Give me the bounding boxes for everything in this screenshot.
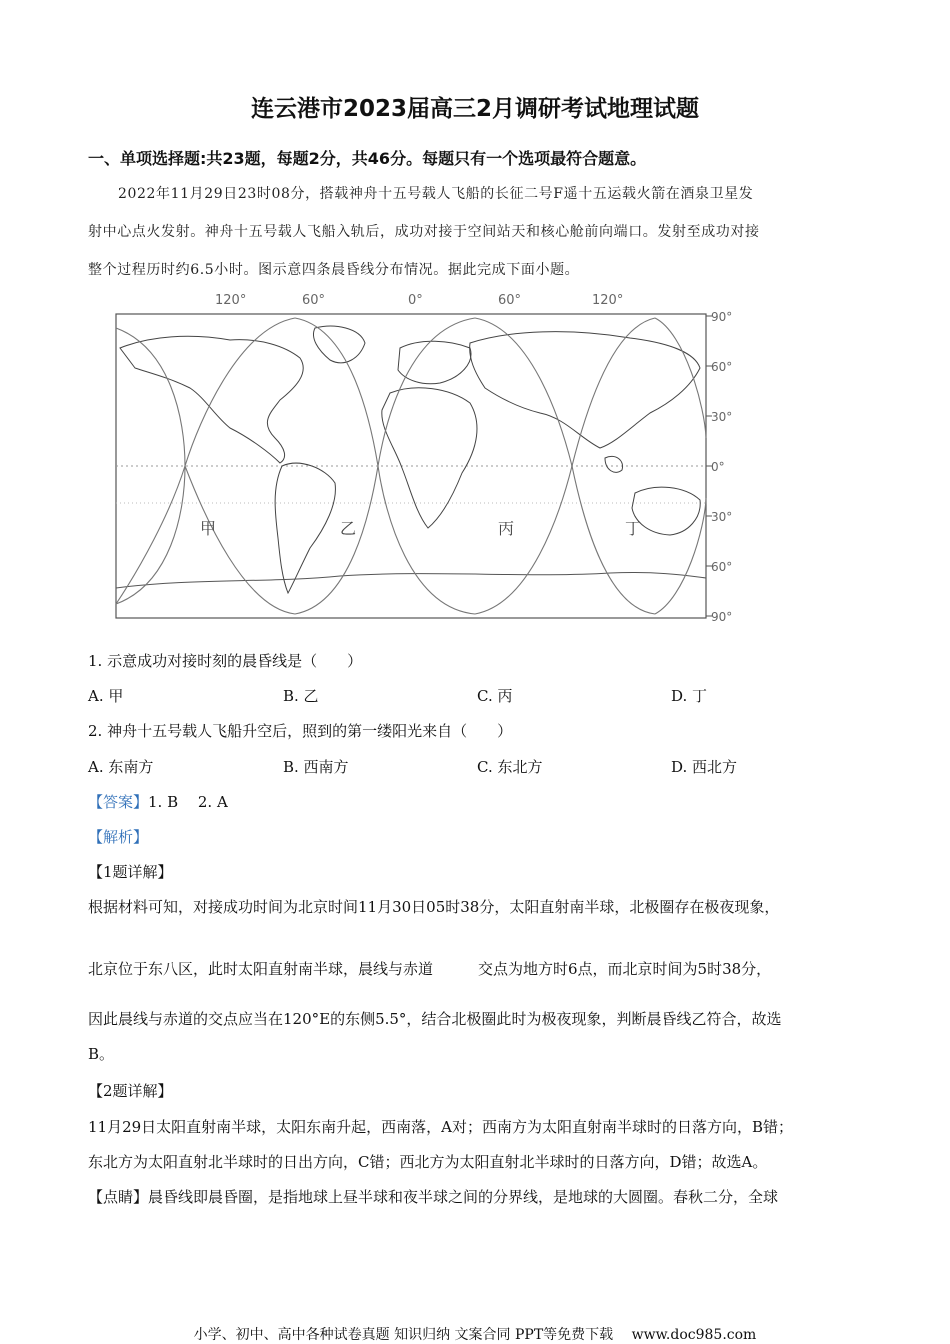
- detail-1-line-3: 因此晨线与赤道的交点应当在120°E的东侧5.5°，结合北极圈此时为极夜现象，判断晨昏线乙符合，故选: [88, 1010, 782, 1028]
- answer-text: 1. B 2. A: [148, 793, 228, 811]
- curve-jia-3: [185, 318, 295, 466]
- lat-label: 0°: [711, 460, 725, 474]
- detail-2-line-2: 东北方为太阳直射北半球时的日出方向，C错；西北方为太阳直射北半球时的日落方向，D错；故选A。: [88, 1153, 768, 1171]
- comment-line: [88, 1186, 778, 1207]
- lon-label: 60°: [302, 293, 326, 308]
- analysis-tag: 【解析】: [88, 828, 149, 846]
- q1-option-c: C. 丙: [477, 687, 513, 705]
- curve-ding-2: [655, 498, 706, 614]
- lon-label: 60°: [498, 293, 522, 308]
- detail-2-line-1: 11月29日太阳直射南半球，太阳东南升起，西南落，A对；西南方为太阳直射南半球时的日落方向，B错；: [88, 1118, 794, 1136]
- lat-label: 60°: [711, 360, 733, 374]
- q2-option-a: A. 东南方: [88, 758, 154, 776]
- answer-tag: 【答案】: [88, 793, 149, 811]
- lon-label: 120°: [592, 293, 624, 308]
- question-1-stem: 1. 示意成功对接时刻的晨昏线是（ ）: [88, 652, 363, 670]
- section-heading: 一、单项选择题:共23题，每题2分，共46分。每题只有一个选项最符合题意。: [88, 149, 647, 168]
- lat-label: 30°: [711, 510, 733, 524]
- lat-label: 90°: [711, 310, 733, 324]
- comment-text: 晨昏线即晨昏圈，是指地球上昼半球和夜半球之间的分界线，是地球的大圆圈。春秋二分，全球: [148, 1188, 779, 1206]
- intro-line-3: 整个过程历时约6.5小时。图示意四条晨昏线分布情况。据此完成下面小题。: [88, 262, 580, 278]
- lon-label: 120°: [215, 293, 247, 308]
- lon-label: 0°: [408, 293, 423, 308]
- detail-1-line-4: B。: [88, 1045, 115, 1063]
- curve-label-jia: 甲: [200, 519, 217, 538]
- lat-label: 90°: [711, 610, 733, 624]
- lat-label: 30°: [711, 410, 733, 424]
- page-footer: 小学、初中、高中各种试卷真题 知识归纳 文案合同 PPT等免费下载 www.doc985.com: [193, 1327, 757, 1343]
- question-2-stem: 2. 神舟十五号载人飞船升空后，照到的第一缕阳光来自（ ）: [88, 722, 513, 740]
- detail-1-line-2: 北京位于东八区，此时太阳直射南半球，晨线与赤道 交点为地方时6点，而北京时间为5时38分，: [88, 960, 772, 978]
- detail-1-line-1: 根据材料可知，对接成功时间为北京时间11月30日05时38分，太阳直射南半球，北极圈存在极夜现象，: [88, 898, 780, 916]
- q1-option-b: B. 乙: [283, 687, 319, 705]
- intro-line-2: 射中心点火发射。神舟十五号载人飞船入轨后，成功对接于空间站天和核心舱前向端口。发射至成功对接: [88, 224, 760, 240]
- lat-label: 60°: [711, 560, 733, 574]
- curve-label-bing: 丙: [498, 519, 515, 538]
- detail-1-heading: 【1题详解】: [88, 863, 173, 881]
- answer-line: [88, 791, 228, 812]
- curve-label-ding: 丁: [625, 519, 642, 538]
- comment-tag: 【点睛】: [88, 1188, 149, 1206]
- q1-option-d: D. 丁: [671, 687, 708, 705]
- q2-option-d: D. 西北方: [671, 758, 738, 776]
- terminator-map-figure: [110, 288, 750, 628]
- q2-option-c: C. 东北方: [477, 758, 543, 776]
- curve-ding: [655, 318, 706, 438]
- page-title: 连云港市2023届高三2月调研考试地理试题: [250, 96, 700, 122]
- intro-line-1: 2022年11月29日23时08分，搭载神舟十五号载人飞船的长征二号F遥十五运载火箭在酒泉卫星发: [118, 186, 754, 202]
- detail-2-heading: 【2题详解】: [88, 1082, 173, 1100]
- continent-outlines: [116, 326, 706, 618]
- q2-option-b: B. 西南方: [283, 758, 349, 776]
- curve-label-yi: 乙: [340, 519, 357, 538]
- q1-option-a: A. 甲: [88, 687, 124, 705]
- analysis-line: [88, 826, 148, 847]
